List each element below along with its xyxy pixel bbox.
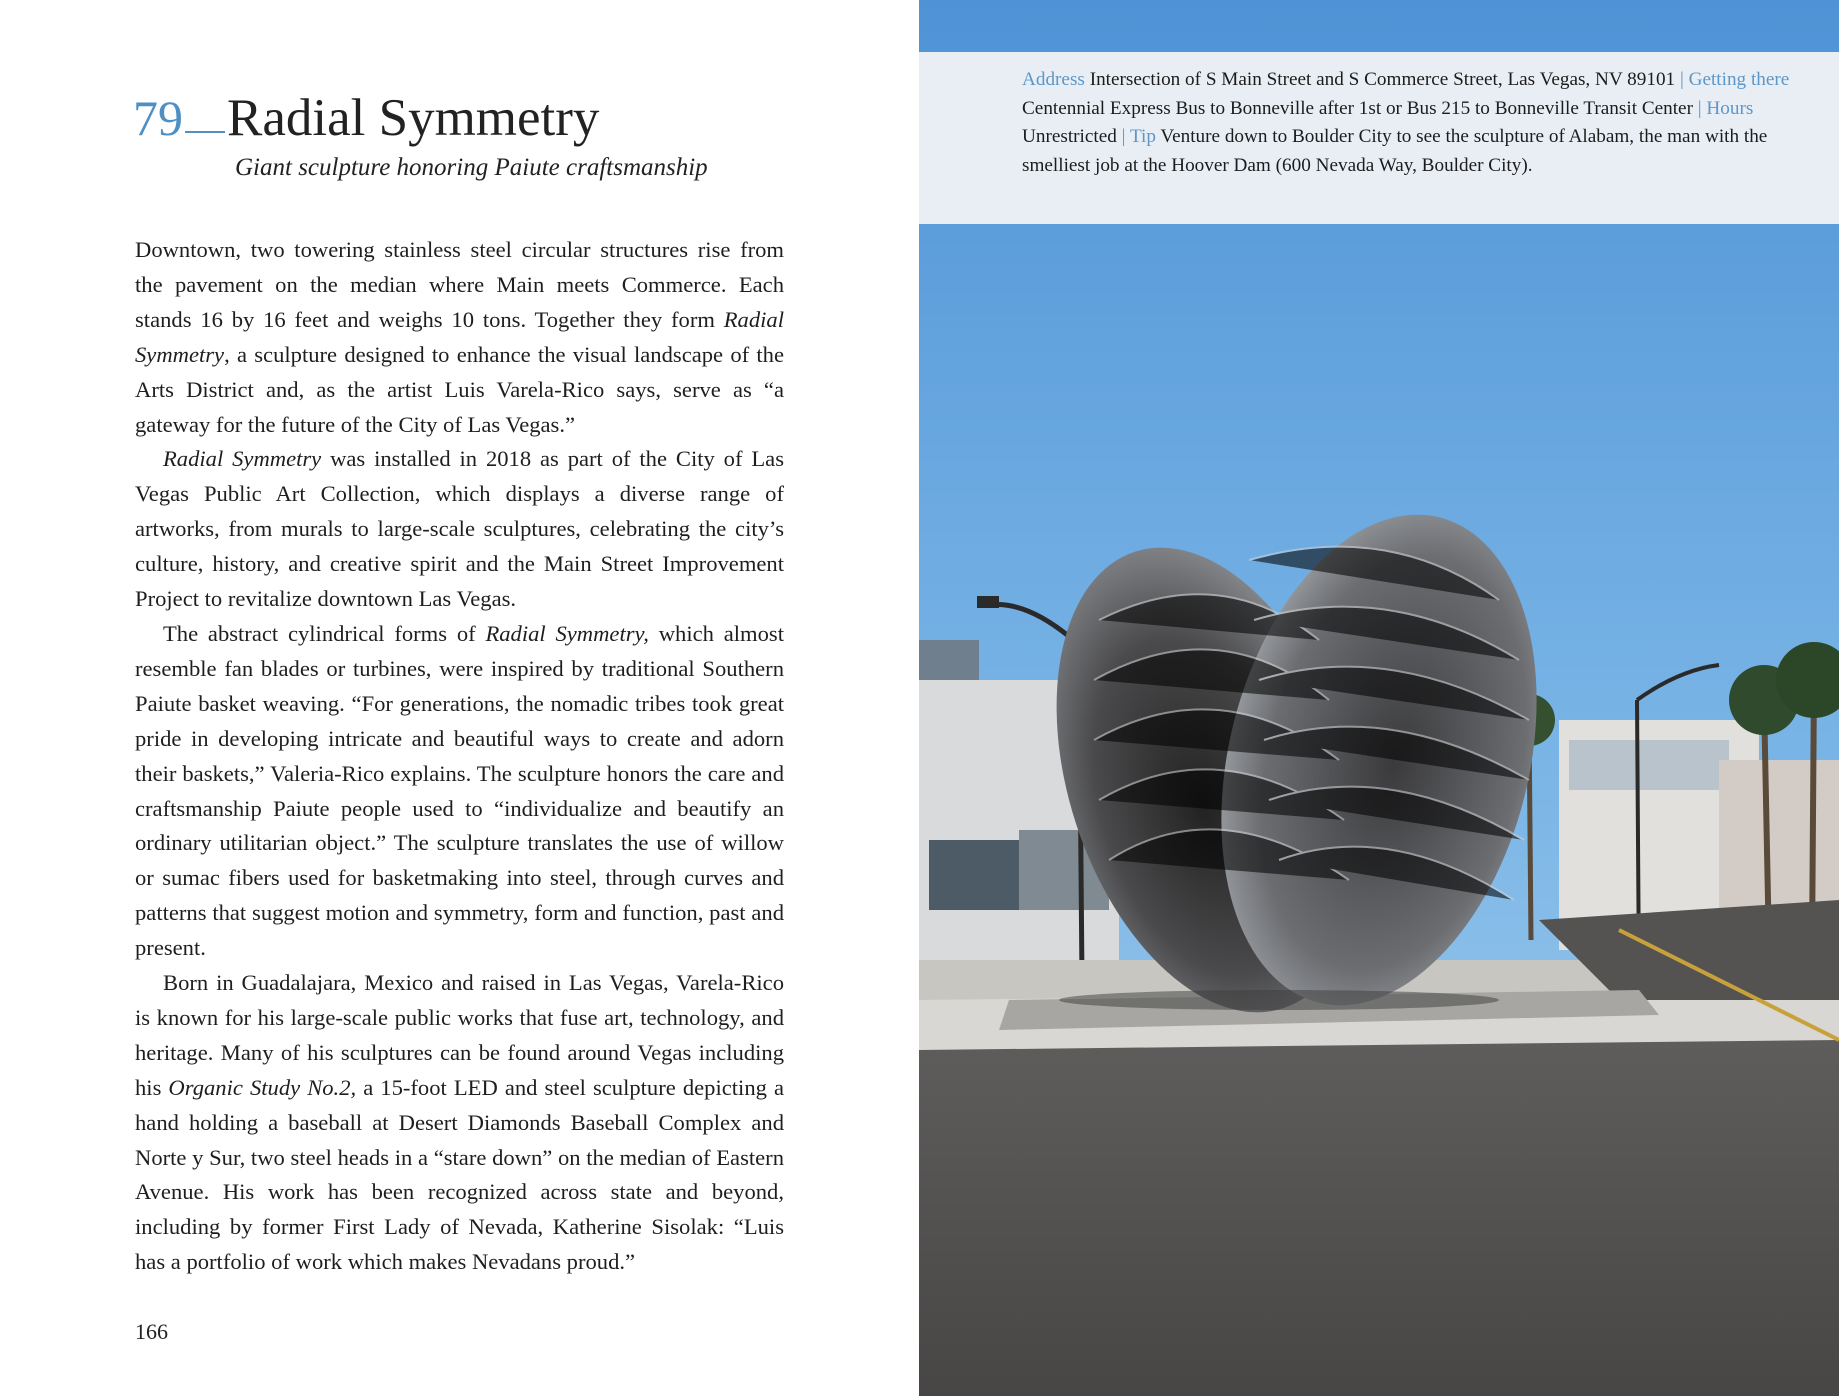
address-value: Intersection of S Main Street and S Commerce Street, Las Vegas, NV 89101 [1089, 69, 1676, 90]
chapter-title: Radial Symmetry [227, 89, 600, 147]
paragraph-4: Born in Guadalajara, Mexico and raised in Las Vegas, Varela-Rico is known for his large-scale public works that fuse art, technology, and heritage. Many of his sculptures can be found around Vegas including his Organic Study No.2, a 15-foot LED and steel sculpture depicting a hand holding a baseball at Desert Diamonds Baseball Complex and Norte y Sur, two steel heads in a “stare down” on the median of Eastern Avenue. His work has been recognized across state and beyond, including by former First Lady of Nevada, Katherine Sisolak: “Luis has a portfolio of work which makes Nevadans proud.” [135, 970, 784, 1275]
address-label: Address [1022, 69, 1085, 90]
getting-there-label: Getting there [1688, 69, 1790, 90]
left-page [0, 0, 918, 1396]
paragraph-3: The abstract cylindrical forms of Radial Symmetry, which almost resemble fan blades or turbines, were inspired by traditional Southern Paiute basket weaving. “For generations, the nomadic tribes took great pride in developing intricate and beautiful ways to create and adorn their baskets,” Valeria-Rico explains. The sculpture honors the care and craftsmanship Paiute people used to “individualize and beautify an ordinary utilitarian object.” The sculpture translates the use of willow or sumac fibers used for basketmaking into steel, through curves and patterns that suggest motion and symmetry, form and function, past and present. [135, 620, 784, 961]
chapter-number: 79 [133, 90, 183, 146]
body-text [135, 233, 784, 1280]
paragraph-2: Radial Symmetry was installed in 2018 as part of the City of Las Vegas Public Art Collection, which displays a diverse range of artworks, from murals to large-scale sculptures, celebrating the city’s culture, history, and creative spirit and the Main Street Improvement Project to revitalize downtown Las Vegas. [135, 446, 784, 612]
tip-value: Venture down to Boulder City to see the sculpture of Alabam, the man with the smelliest job at the Hoover Dam (600 Nevada Way, Boulder City). [1022, 126, 1768, 176]
chapter-number-rule [185, 131, 225, 133]
separator: | [1679, 69, 1684, 90]
chapter-heading [133, 88, 893, 150]
separator: | [1121, 126, 1126, 147]
getting-there-value: Centennial Express Bus to Bonneville after 1st or Bus 215 to Bonneville Transit Center [1022, 97, 1693, 119]
right-page [919, 0, 1839, 1396]
page-number: 166 [135, 1319, 168, 1344]
separator: | [1697, 97, 1702, 119]
tip-label: Tip [1129, 126, 1156, 147]
chapter-subtitle: Giant sculpture honoring Paiute craftsmanship [235, 154, 708, 181]
info-box [919, 52, 1839, 224]
paragraph-1: Downtown, two towering stainless steel circular structures rise from the pavement on the median where Main meets Commerce. Each stands 16 by 16 feet and weighs 10 tons. Together they form Radial Symmetry, a sculpture designed to enhance the visual landscape of the Arts District and, as the artist Luis Varela-Rico says, serve as “a gateway for the future of the City of Las Vegas.” [135, 237, 784, 437]
info-text [1022, 66, 1797, 180]
hours-value: Unrestricted [1022, 126, 1117, 147]
hours-label: Hours [1706, 97, 1754, 119]
